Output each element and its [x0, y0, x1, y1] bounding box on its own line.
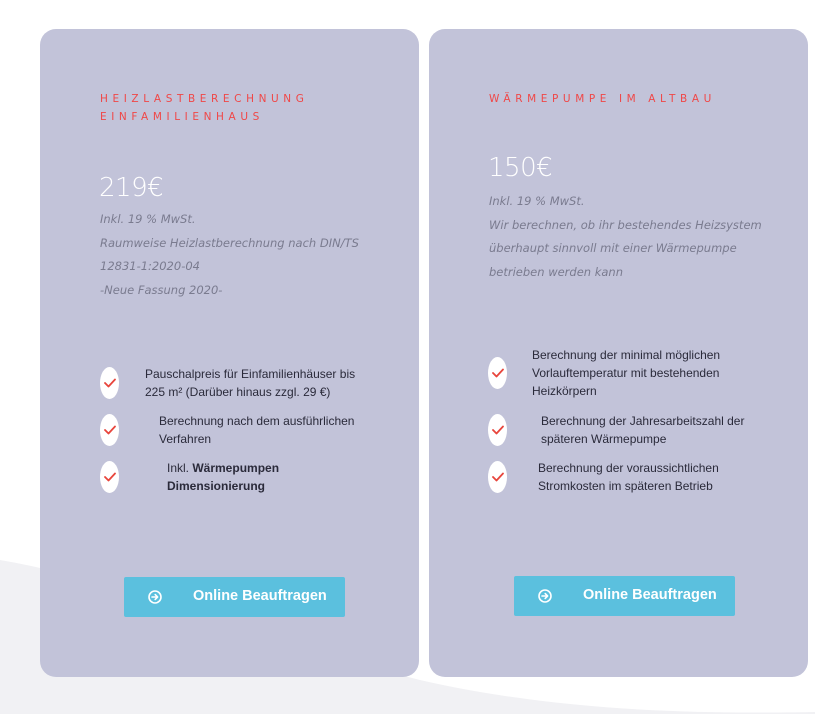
pricing-card-heizlast [40, 29, 419, 677]
price: 219€ [99, 173, 164, 203]
description-line: Wir berechnen, ob ihr bestehendes Heizsystem [489, 217, 762, 232]
description-line: Inkl. 19 % MwSt. [489, 194, 585, 208]
arrow-circle-right-icon [148, 590, 162, 604]
card-description [489, 190, 769, 284]
description-line: Inkl. 19 % MwSt. [100, 212, 196, 226]
checkmark-icon [100, 414, 119, 446]
feature-line: Berechnung der voraussichtlichen [538, 461, 719, 475]
feature-text [538, 459, 719, 495]
feature-text [159, 412, 354, 448]
arrow-circle-right-icon [538, 589, 552, 603]
card-description [100, 208, 390, 302]
feature-line [167, 459, 279, 477]
price: 150€ [488, 153, 553, 183]
feature-bold: Wärmepumpen [192, 461, 280, 475]
feature-item [100, 412, 354, 448]
checkmark-icon [100, 461, 119, 493]
feature-line: Verfahren [159, 432, 212, 446]
feature-item [100, 365, 355, 401]
checkmark-icon [100, 367, 119, 399]
feature-bold: Dimensionierung [167, 479, 266, 493]
feature-line: späteren Wärmepumpe [541, 432, 667, 446]
feature-item [488, 412, 744, 448]
checkmark-icon [488, 357, 507, 389]
feature-line: Vorlauftemperatur mit bestehenden [532, 366, 720, 380]
feature-line: Pauschalpreis für Einfamilienhäuser bis [145, 367, 356, 381]
description-line: überhaupt sinnvoll mit einer Wärmepumpe [489, 241, 737, 255]
feature-line: Heizkörpern [532, 384, 597, 398]
online-beauftragen-button[interactable] [514, 576, 735, 616]
feature-line: 225 m² (Darüber hinaus zzgl. 29 €) [145, 385, 331, 399]
pricing-card-waermepumpe [429, 29, 808, 677]
feature-text [532, 346, 720, 400]
description-line: Raumweise Heizlastberechnung nach DIN/TS [100, 235, 359, 250]
button-label: Online Beauftragen [193, 588, 327, 604]
description-line: 12831-1:2020-04 [100, 259, 200, 273]
feature-prefix: Inkl. [167, 461, 193, 475]
feature-text [541, 412, 744, 448]
card-title: WÄRMEPUMPE IM ALTBAU [489, 93, 716, 105]
button-label: Online Beauftragen [583, 587, 717, 603]
feature-line: Berechnung nach dem ausführlichen [159, 414, 355, 428]
online-beauftragen-button[interactable] [124, 577, 345, 617]
feature-text [145, 365, 355, 401]
feature-line [167, 477, 279, 495]
feature-item [488, 346, 720, 400]
feature-text [167, 459, 279, 495]
description-line: betrieben werden kann [489, 264, 624, 279]
description-line: -Neue Fassung 2020- [100, 282, 223, 297]
card-title: HEIZLASTBERECHNUNG EINFAMILIENHAUS [100, 93, 309, 123]
checkmark-icon [488, 414, 507, 446]
feature-item [488, 459, 719, 495]
feature-line: Berechnung der Jahresarbeitszahl der [541, 414, 745, 428]
checkmark-icon [488, 461, 507, 493]
feature-line: Berechnung der minimal möglichen [532, 348, 721, 362]
feature-line: Stromkosten im späteren Betrieb [538, 479, 713, 493]
feature-item [100, 459, 279, 495]
